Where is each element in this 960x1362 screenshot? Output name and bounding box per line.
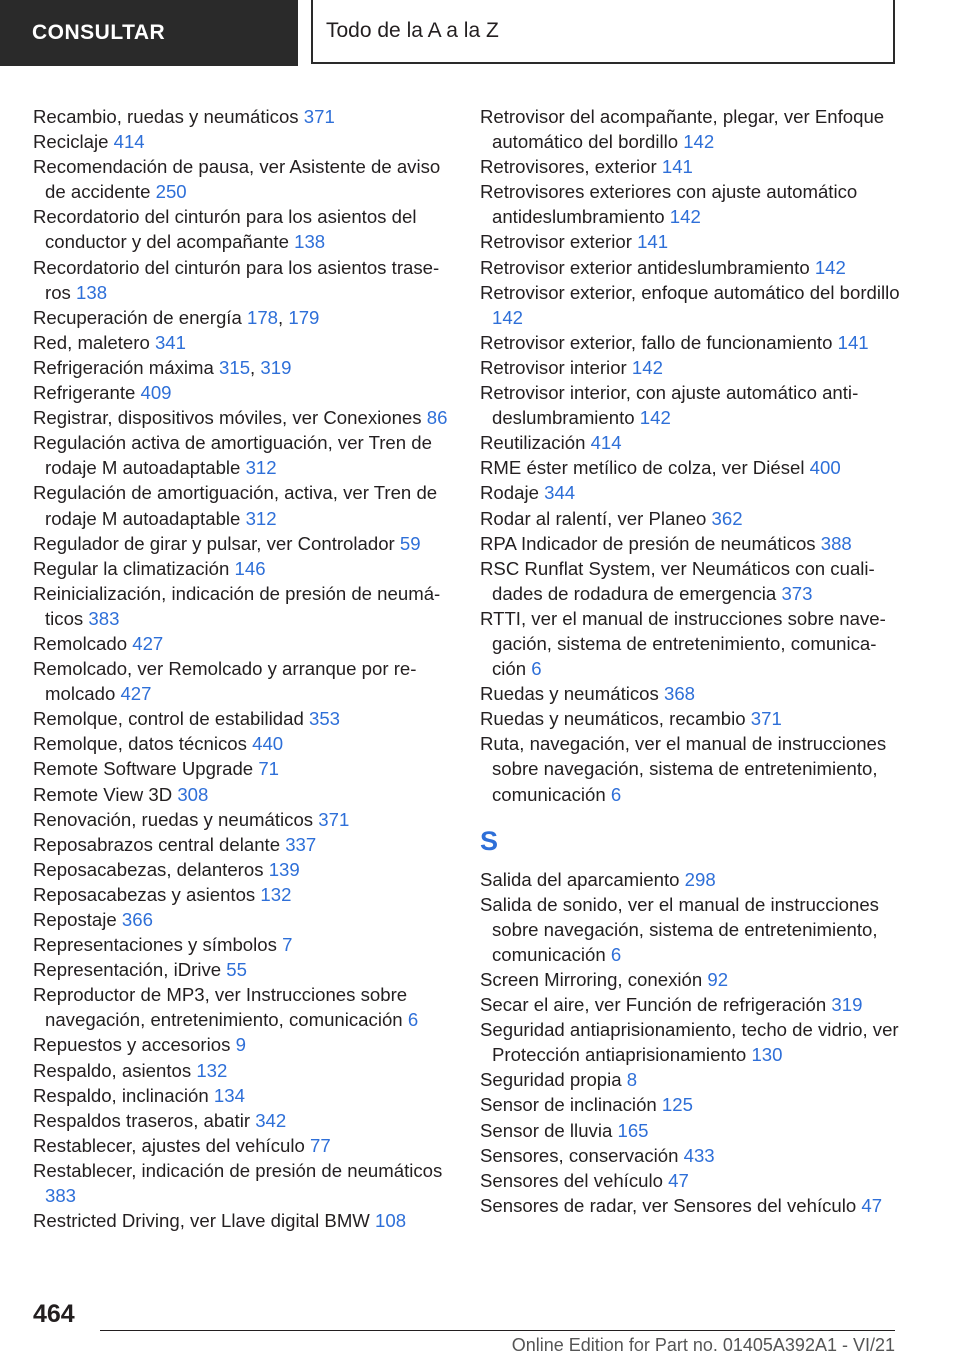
- page-reference-link[interactable]: 250: [155, 181, 187, 203]
- index-entries-r: [480, 104, 900, 807]
- page-reference-link[interactable]: 8: [626, 1069, 638, 1091]
- index-entry-label: Remolque, control de estabilidad: [33, 708, 304, 730]
- index-entry-pages: [815, 257, 846, 278]
- page-reference-link[interactable]: 371: [750, 708, 782, 730]
- index-entry: [33, 380, 453, 405]
- index-entry-pages: [492, 307, 523, 328]
- index-entry-label: Recordatorio del cinturón para los asientos del conductor y del acompañante: [33, 206, 417, 253]
- page-reference-link[interactable]: 368: [663, 683, 696, 705]
- index-entry-label: Regulación activa de amortiguación, ver Tren de rodaje M autoadaptable: [33, 432, 432, 479]
- page-reference-link[interactable]: 142: [814, 256, 846, 278]
- index-entry-pages: [821, 533, 852, 554]
- page-reference-link[interactable]: 319: [831, 994, 863, 1016]
- index-entry-pages: [318, 809, 349, 830]
- index-entry-label: Retrovisor interior: [480, 356, 627, 378]
- index-entry: [33, 255, 453, 305]
- page-reference-link[interactable]: 139: [268, 858, 300, 880]
- index-entry-pages: [196, 1060, 227, 1081]
- index-entry-pages: 178, 179: [246, 306, 320, 328]
- index-entry-label: Sensor de lluvia: [480, 1119, 613, 1141]
- index-entry-label: Regulador de girar y pulsar, ver Controlador: [33, 532, 395, 554]
- index-entry: [33, 1108, 453, 1133]
- index-entry-pages: [810, 457, 841, 478]
- index-entry-pages: [304, 106, 335, 127]
- page-reference-link[interactable]: 414: [590, 432, 622, 454]
- index-entry-label: Reciclaje: [33, 131, 109, 153]
- page-reference-link[interactable]: 371: [303, 106, 335, 127]
- index-entry: [480, 706, 900, 731]
- index-entry-label: Rodaje: [480, 482, 539, 504]
- page-reference-link[interactable]: 142: [669, 206, 701, 228]
- index-entry-label: Sensores de radar, ver Sensores del vehículo: [480, 1194, 857, 1216]
- index-entry-pages: [685, 869, 716, 890]
- index-entry-pages: [141, 382, 172, 403]
- index-entry-pages: [670, 206, 701, 227]
- index-entry-pages: [252, 733, 283, 754]
- index-entry-pages: [255, 1110, 286, 1131]
- page-reference-link[interactable]: 308: [177, 783, 209, 805]
- index-entry-pages: [427, 407, 448, 428]
- index-entry-pages: [258, 758, 279, 779]
- page-reference-link[interactable]: 55: [226, 959, 247, 981]
- index-entry-label: Remolque, datos técnicos: [33, 733, 247, 755]
- index-entry-pages: [400, 533, 421, 554]
- page-reference-link[interactable]: 366: [121, 909, 153, 930]
- index-entry-label: Ruta, navegación, ver el manual de instrucciones sobre navegación, sistema de entretenimiento, comunicación: [480, 733, 887, 805]
- page-reference-link[interactable]: 362: [711, 507, 743, 529]
- index-entry-label: RME éster metílico de colza, ver Diésel: [480, 457, 805, 479]
- index-entry-label: Recambio, ruedas y neumáticos: [33, 106, 299, 127]
- page-reference-link[interactable]: 9: [235, 1034, 246, 1056]
- index-entry: [33, 832, 453, 857]
- page-reference-link[interactable]: 138: [294, 231, 326, 253]
- index-entry-pages: [155, 332, 186, 353]
- index-entry-label: Salida de sonido, ver el manual de instrucciones sobre navegación, sistema de entretenimiento, comunicación: [480, 893, 879, 965]
- page-reference-link[interactable]: 409: [140, 382, 172, 404]
- index-entry: [33, 907, 453, 932]
- index-entry-label: Seguridad propia: [480, 1069, 622, 1091]
- index-entry: [480, 455, 900, 480]
- page-reference-link[interactable]: 427: [120, 683, 152, 705]
- index-entry-label: Remolcado, ver Remolcado y arranque por remolcado: [33, 658, 417, 705]
- page-reference-link[interactable]: 6: [610, 943, 622, 965]
- page-reference-link[interactable]: 142: [631, 356, 663, 378]
- page-reference-link[interactable]: 141: [661, 156, 693, 178]
- index-entry-pages: [236, 1034, 246, 1055]
- index-entry-pages: [282, 934, 292, 955]
- page-reference-link[interactable]: 383: [88, 607, 120, 629]
- index-entry: [33, 631, 453, 656]
- index-entry-pages: [684, 1145, 715, 1166]
- index-entry-label: Retrovisor exterior: [480, 231, 632, 253]
- index-entry-label: Retrovisores exteriores con ajuste automático antideslumbramiento: [480, 181, 858, 228]
- index-entry: [480, 1092, 900, 1117]
- page-reference-link[interactable]: 344: [544, 482, 576, 504]
- index-entry-pages: [310, 1135, 331, 1156]
- footer-divider: [100, 1330, 895, 1331]
- index-entry-label: Repuestos y accesorios: [33, 1034, 231, 1056]
- page-reference-link[interactable]: 400: [809, 457, 841, 479]
- page-reference-link[interactable]: 371: [318, 808, 350, 830]
- page-reference-link[interactable]: 92: [707, 969, 729, 990]
- index-entry: [33, 355, 453, 380]
- page-reference-link[interactable]: 383: [45, 1185, 77, 1207]
- index-entry-label: Screen Mirroring, conexión: [480, 969, 703, 990]
- index-entry-pages: [214, 1085, 245, 1106]
- index-entry-pages: [544, 482, 575, 503]
- index-entry-pages: [838, 332, 869, 353]
- index-entry: [33, 154, 453, 204]
- page-reference-link[interactable]: 125: [661, 1094, 693, 1116]
- page-reference-link[interactable]: 108: [375, 1210, 407, 1232]
- index-entry-label: RPA Indicador de presión de neumáticos: [480, 532, 816, 554]
- index-entry-label: Remote View 3D: [33, 783, 173, 805]
- index-entry: [33, 581, 453, 631]
- index-entry: [480, 154, 900, 179]
- index-entry-pages: [627, 1069, 637, 1090]
- index-entry-pages: [591, 432, 622, 453]
- index-entry-pages: [226, 959, 247, 980]
- index-entry-pages: 315, 319: [219, 356, 292, 378]
- index-entry-pages: [132, 633, 163, 654]
- index-entry-pages: [76, 282, 107, 303]
- page-reference-link[interactable]: 7: [282, 934, 293, 956]
- index-entry: [480, 967, 900, 992]
- footer-edition-text: Online Edition for Part no. 01405A392A1 - VI/21: [511, 1335, 895, 1355]
- page-reference-link[interactable]: 71: [258, 758, 279, 780]
- index-column-right: [480, 104, 900, 1218]
- breadcrumb[interactable]: Todo de la A a la Z: [311, 0, 895, 64]
- index-entry: [480, 556, 900, 606]
- index-entry: [480, 104, 900, 154]
- index-entry-pages: [177, 784, 208, 805]
- index-entry-label: Recuperación de energía: [33, 306, 242, 328]
- index-entry: [480, 480, 900, 505]
- page-reference-link[interactable]: 6: [610, 783, 622, 805]
- index-entry: [480, 1168, 900, 1193]
- index-entry-pages: [45, 1185, 76, 1206]
- index-entry: [33, 756, 453, 781]
- index-entry: [480, 355, 900, 380]
- index-entry-label: Reposabrazos central delante: [33, 833, 281, 855]
- index-entry: [33, 330, 453, 355]
- index-entry: [480, 430, 900, 455]
- index-entry: [480, 531, 900, 556]
- index-entry-label: Recordatorio del cinturón para los asientos traseros: [33, 256, 440, 303]
- index-entry: [33, 932, 453, 957]
- index-entry-pages: [637, 231, 668, 252]
- page-reference-link[interactable]: 6: [531, 658, 542, 680]
- index-entry: [33, 1032, 453, 1057]
- index-entry-pages: [861, 1195, 882, 1216]
- index-entry-label: Rodar al ralentí, ver Planeo: [480, 507, 707, 529]
- index-entry: [33, 782, 453, 807]
- page-reference-link[interactable]: 141: [837, 331, 869, 353]
- page-reference-link[interactable]: 433: [683, 1144, 715, 1166]
- index-entry: [480, 1017, 900, 1067]
- index-entry: [33, 405, 453, 430]
- index-entry-label: Restricted Driving, ver Llave digital BMW: [33, 1210, 370, 1232]
- page-reference-link[interactable]: 312: [245, 457, 277, 479]
- index-entry: [33, 556, 453, 581]
- index-entry: [33, 706, 453, 731]
- index-entry: [33, 480, 453, 530]
- index-entry: [33, 1133, 453, 1158]
- index-entry-label: Retrovisor interior, con ajuste automático antideslumbramiento: [480, 382, 859, 429]
- index-entry-pages: [707, 969, 728, 990]
- index-entry-pages: [122, 909, 153, 930]
- page-reference-link[interactable]: 77: [310, 1134, 331, 1156]
- index-entry-pages: [611, 944, 621, 965]
- index-entry-pages: [408, 1009, 418, 1030]
- index-entry-pages: [246, 508, 277, 529]
- index-entry-label: Retrovisor exterior antideslumbramiento: [480, 256, 810, 278]
- index-entry-label: Regulación de amortiguación, activa, ver Tren de rodaje M autoadaptable: [33, 482, 438, 529]
- index-entry-pages: [683, 131, 714, 152]
- index-entry: [33, 1208, 453, 1233]
- index-entry-pages: [156, 181, 187, 202]
- section-letter-heading: S: [480, 826, 499, 857]
- index-entry-pages: [712, 508, 743, 529]
- index-entry-label: Sensor de inclinación: [480, 1094, 657, 1116]
- index-entry-pages: [781, 583, 812, 604]
- page-reference-link[interactable]: 47: [668, 1169, 689, 1191]
- index-entry-label: Sensores del vehículo: [480, 1169, 663, 1191]
- index-entry-label: Salida del aparcamiento: [480, 868, 680, 890]
- index-entry-label: Secar el aire, ver Función de refrigeración: [480, 994, 827, 1016]
- index-entry-pages: [88, 608, 119, 629]
- page-reference-link[interactable]: 142: [683, 131, 715, 153]
- index-entry: [480, 992, 900, 1017]
- index-entry: [480, 867, 900, 892]
- page-reference-link[interactable]: 59: [399, 532, 421, 554]
- index-entry-label: Representaciones y símbolos: [33, 934, 277, 956]
- page-reference-link[interactable]: 312: [245, 507, 277, 529]
- index-entry-pages: [309, 708, 340, 729]
- index-entry: [33, 957, 453, 982]
- index-entry-label: Renovación, ruedas y neumáticos: [33, 808, 314, 830]
- index-entry: [33, 807, 453, 832]
- index-entry-pages: [269, 859, 300, 880]
- index-entry: [480, 255, 900, 280]
- page-reference-link[interactable]: 427: [132, 632, 164, 654]
- page-reference-link[interactable]: 138: [76, 281, 108, 303]
- index-entry: [480, 1118, 900, 1143]
- index-entry: [480, 330, 900, 355]
- index-entry-label: RSC Runflat System, ver Neumáticos con cualidades de rodadura de emergencia: [480, 557, 875, 604]
- index-entry-label: Retrovisores, exterior: [480, 156, 657, 178]
- page-number: 464: [33, 1300, 75, 1328]
- index-entries-s: [480, 867, 900, 1218]
- index-entry-label: RTTI, ver el manual de instrucciones sobre navegación, sistema de entretenimiento, comunicación: [480, 607, 886, 680]
- page-reference-link[interactable]: 388: [820, 532, 852, 554]
- index-entry-pages: [662, 1094, 693, 1115]
- index-entry-pages: [114, 131, 145, 152]
- index-entry-label: Registrar, dispositivos móviles, ver Conexiones: [33, 407, 422, 429]
- index-entry: [480, 731, 900, 806]
- index-entry-label: Sensores, conservación: [480, 1144, 679, 1166]
- index-entry-pages: [120, 683, 151, 704]
- index-entry: [480, 1143, 900, 1168]
- index-entry: [33, 882, 453, 907]
- index-entry-label: Recomendación de pausa, ver Asistente de aviso de accidente: [33, 156, 441, 203]
- index-entry-label: Seguridad antiaprisionamiento, techo de vidrio, ver Protección antiaprisionamiento: [480, 1019, 899, 1066]
- index-entry-label: Restablecer, indicación de presión de neumáticos: [33, 1159, 443, 1181]
- index-entry: [33, 430, 453, 480]
- page-reference-link[interactable]: 315: [219, 356, 251, 378]
- page-reference-link[interactable]: 142: [639, 407, 671, 429]
- index-entry-label: Reutilización: [480, 432, 586, 454]
- index-entry-label: Retrovisor del acompañante, plegar, ver Enfoque automático del bordillo: [480, 106, 885, 153]
- index-column-left: [33, 104, 453, 1233]
- page-reference-link[interactable]: 134: [213, 1084, 245, 1106]
- index-entry-label: Restablecer, ajustes del vehículo: [33, 1134, 305, 1156]
- index-entry-label: Representación, iDrive: [33, 959, 222, 981]
- page-reference-link[interactable]: 353: [308, 708, 341, 730]
- section-tab-consultar[interactable]: CONSULTAR: [0, 0, 298, 66]
- index-entry-pages: [246, 457, 277, 478]
- index-entry-label: Respaldo, inclinación: [33, 1084, 209, 1106]
- index-entry-label: Reinicialización, indicación de presión de neumáticos: [33, 582, 441, 629]
- page-reference-link[interactable]: 132: [196, 1059, 228, 1081]
- index-entry: [33, 731, 453, 756]
- index-entry: [33, 857, 453, 882]
- index-entry: [33, 129, 453, 154]
- index-entry: [33, 1158, 453, 1208]
- index-entry-pages: [235, 558, 266, 579]
- index-entry-label: Reposacabezas, delanteros: [33, 858, 264, 880]
- page-reference-link[interactable]: 337: [285, 833, 317, 855]
- index-entry: [480, 229, 900, 254]
- index-entry-pages: [831, 994, 862, 1015]
- index-entry: [33, 982, 453, 1032]
- index-entry-label: Respaldos traseros, abatir: [33, 1109, 251, 1131]
- index-entry: [480, 1067, 900, 1092]
- index-entry-label: Respaldo, asientos: [33, 1059, 192, 1081]
- index-entry: [33, 531, 453, 556]
- page-reference-link[interactable]: 440: [252, 733, 284, 755]
- index-entry-label: Retrovisor exterior, fallo de funcionamiento: [480, 331, 833, 353]
- page-reference-link[interactable]: 342: [255, 1109, 287, 1131]
- index-entry: [480, 380, 900, 430]
- index-entry: [33, 204, 453, 254]
- index-entry-label: Retrovisor exterior, enfoque automático del bordillo: [480, 281, 900, 303]
- page-reference-link[interactable]: 298: [684, 868, 716, 890]
- index-entry-pages: [640, 407, 671, 428]
- index-entry-label: Remolcado: [33, 632, 128, 654]
- page-reference-link[interactable]: 86: [426, 407, 448, 429]
- page-reference-link[interactable]: 6: [407, 1009, 419, 1031]
- index-entry-label: Reproductor de MP3, ver Instrucciones sobre navegación, entretenimiento, comunicación: [33, 984, 408, 1031]
- index-entry-label: Ruedas y neumáticos, recambio: [480, 708, 746, 730]
- index-entry-pages: [617, 1120, 648, 1141]
- page-reference-link[interactable]: 319: [260, 356, 292, 378]
- index-entry: [33, 104, 453, 129]
- index-entry: [33, 656, 453, 706]
- index-entry-pages: [531, 658, 541, 679]
- index-entry-pages: [611, 784, 621, 805]
- page-reference-link[interactable]: 414: [113, 131, 145, 153]
- page-reference-link[interactable]: 165: [617, 1119, 649, 1141]
- index-entry-label: Ruedas y neumáticos: [480, 683, 659, 705]
- index-entry: [480, 506, 900, 531]
- index-entry-pages: [285, 834, 316, 855]
- page-reference-link[interactable]: 132: [260, 883, 292, 905]
- index-entry-label: Refrigerante: [33, 382, 136, 404]
- index-entry: [480, 892, 900, 967]
- index-entry: [480, 179, 900, 229]
- index-entry: [33, 305, 453, 330]
- index-entry-label: Regular la climatización: [33, 557, 230, 579]
- index-entry-pages: [664, 683, 695, 704]
- index-entry: [480, 606, 900, 681]
- index-entry-pages: [260, 884, 291, 905]
- page-reference-link[interactable]: 341: [154, 331, 186, 353]
- index-entry-label: Refrigeración máxima: [33, 356, 214, 378]
- index-entry-pages: [751, 1044, 782, 1065]
- index-entry: [480, 280, 900, 330]
- page-reference-link[interactable]: 179: [288, 306, 320, 328]
- page-reference-link[interactable]: 178: [246, 306, 279, 328]
- index-entry-pages: [751, 708, 782, 729]
- index-entry-pages: [294, 231, 325, 252]
- page-reference-link[interactable]: 141: [637, 231, 669, 253]
- index-entry-pages: [375, 1210, 406, 1231]
- index-entry-label: Remote Software Upgrade: [33, 758, 254, 780]
- index-entry: [33, 1058, 453, 1083]
- page-reference-link[interactable]: 142: [492, 306, 524, 328]
- index-entry-pages: [662, 156, 693, 177]
- page-reference-link[interactable]: 47: [861, 1194, 883, 1216]
- page-reference-link[interactable]: 130: [751, 1044, 783, 1066]
- page-reference-link[interactable]: 146: [234, 557, 266, 579]
- index-entry: [33, 1083, 453, 1108]
- index-entry: [480, 681, 900, 706]
- index-entry-label: Reposacabezas y asientos: [33, 883, 256, 905]
- index-entry-pages: [632, 357, 663, 378]
- index-entry-pages: [668, 1170, 689, 1191]
- page-reference-link[interactable]: 373: [781, 582, 813, 604]
- index-entry-label: Repostaje: [33, 909, 117, 930]
- index-entry: [480, 1193, 900, 1218]
- index-entry-label: Red, maletero: [33, 331, 150, 353]
